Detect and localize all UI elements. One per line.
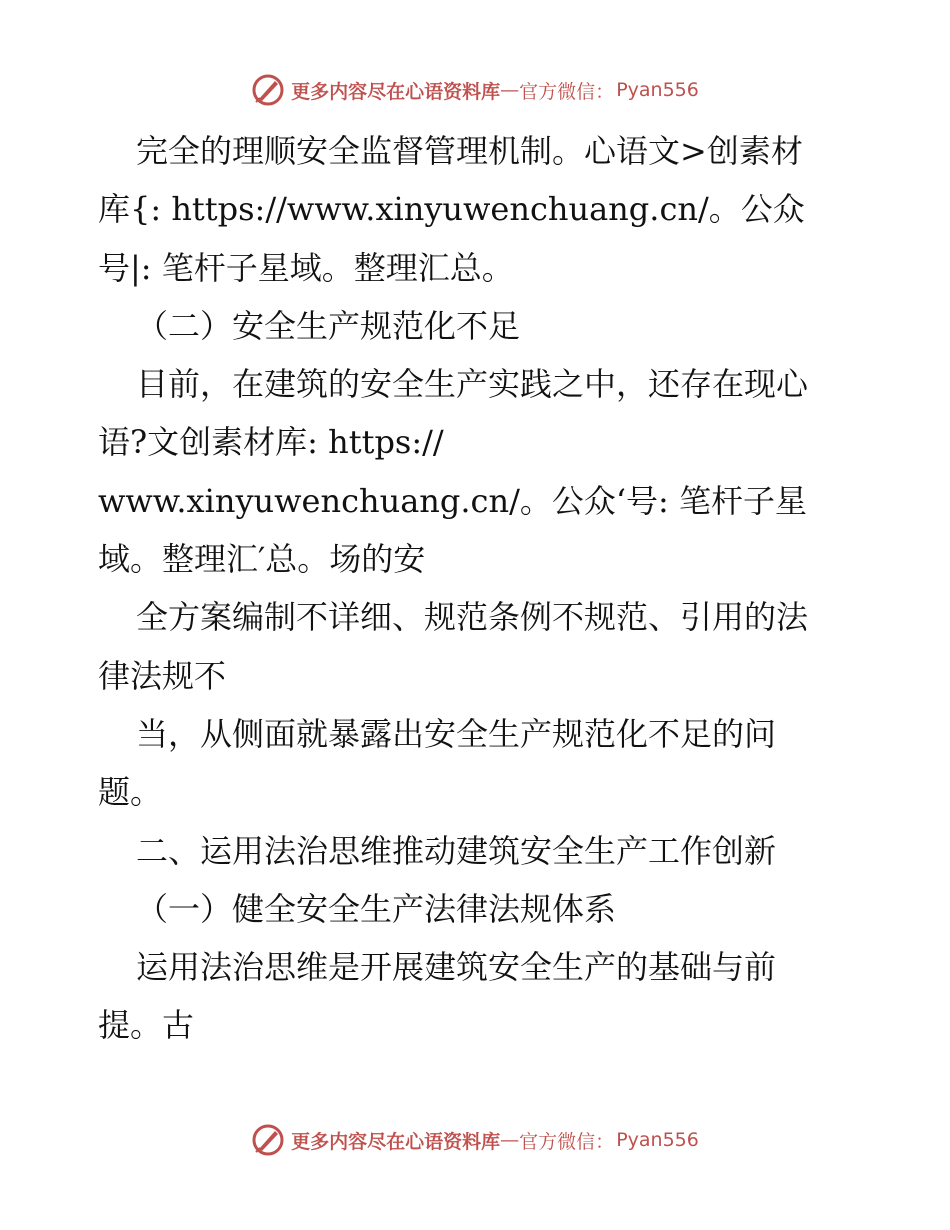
watermark-brand: 更多内容尽在心语资料库 bbox=[291, 80, 501, 103]
text-line: 律法规不 bbox=[98, 656, 227, 695]
watermark-label: 官方微信： bbox=[519, 1130, 615, 1153]
text-line: 运用法治思维是开展建筑安全生产的基础与前 bbox=[136, 948, 777, 987]
text-line: 域。整理汇′总。场的安 bbox=[98, 540, 426, 579]
watermark-separator: — bbox=[500, 1129, 520, 1151]
text-line: 号|: 笔杆子星域。整理汇总。 bbox=[98, 248, 514, 287]
watermark-label: 官方微信： bbox=[519, 80, 615, 103]
watermark-brand: 更多内容尽在心语资料库 bbox=[291, 1130, 501, 1153]
watermark-handle: Pyan556 bbox=[616, 79, 699, 101]
watermark-banner-top bbox=[0, 70, 950, 110]
section-heading: （二）安全生产规范化不足 bbox=[136, 306, 521, 345]
watermark-handle: Pyan556 bbox=[616, 1129, 699, 1151]
text-line: 当，从侧面就暴露出安全生产规范化不足的问 bbox=[136, 714, 777, 753]
text-line: 目前，在建筑的安全生产实践之中，还存在现心 bbox=[136, 365, 809, 404]
text-line: 库{: https://www.xinyuwenchuang.cn/。公众 bbox=[98, 190, 805, 229]
watermark-separator: — bbox=[500, 79, 520, 101]
watermark-banner-bottom bbox=[0, 1120, 950, 1160]
text-line: 语?文创素材库: https:// bbox=[98, 423, 444, 462]
text-line: 题。 bbox=[98, 773, 163, 812]
document-body bbox=[98, 122, 858, 1055]
feather-pen-icon bbox=[251, 73, 285, 107]
section-heading: （一）健全安全生产法律法规体系 bbox=[136, 889, 617, 928]
text-line: 完全的理顺安全监督管理机制。心语文>创素材 bbox=[136, 132, 803, 170]
text-line: 提。古 bbox=[98, 1006, 195, 1045]
feather-pen-icon bbox=[251, 1123, 285, 1157]
text-line: 全方案编制不详细、规范条例不规范、引用的法 bbox=[136, 598, 809, 637]
text-line: www.xinyuwenchuang.cn/。公众‘号: 笔杆子星 bbox=[98, 481, 807, 520]
section-heading: 二、运用法治思维推动建筑安全生产工作创新 bbox=[136, 831, 777, 870]
